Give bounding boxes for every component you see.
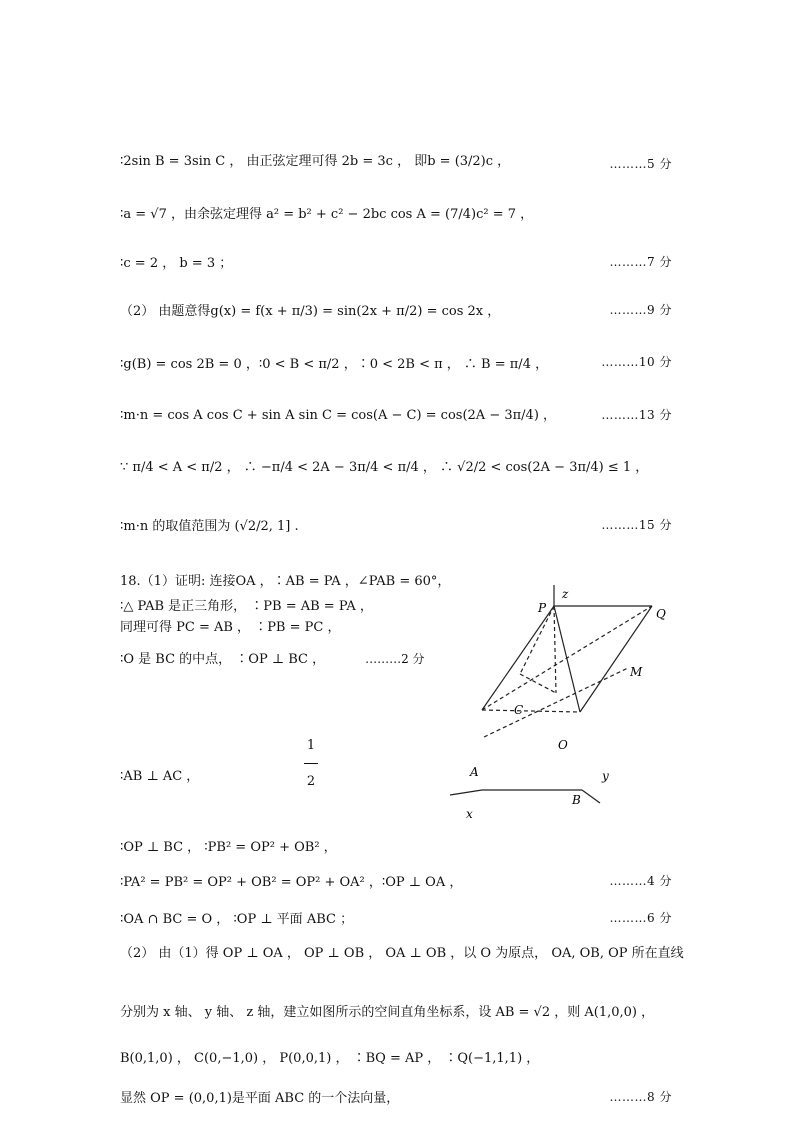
line-3: ∶c = 2 ， b = 3 ； bbox=[120, 256, 233, 271]
score-q18-12: ………8 分 bbox=[609, 1090, 672, 1104]
line-1: ∶2sin B = 3sin C ， 由正弦定理可得 2b = 3c ， 即b = (3/2)c ， bbox=[120, 154, 511, 169]
q18-line-2: ∶△ PAB 是正三角形， ∶PB = AB = PA ， bbox=[120, 599, 373, 614]
edge-CO-dash bbox=[482, 710, 580, 712]
score-1: ………5 分 bbox=[609, 157, 672, 171]
line-4: （2） 由题意得g(x) = f(x + π/3) = sin(2x + π/2) = cos 2x ， bbox=[120, 304, 501, 319]
edge-PC bbox=[482, 606, 554, 710]
edge-A-B-dash bbox=[520, 674, 556, 693]
q18-line-8: ∶OA ∩ BC = O ， ∶OP ⊥ 平面 ABC ； bbox=[120, 912, 354, 927]
fraction-den: 2 bbox=[306, 774, 316, 789]
q18-line-5: ∶AB ⊥ AC ， bbox=[120, 769, 200, 784]
edge-PA-dash bbox=[520, 606, 554, 674]
q18-line-9: （2） 由（1）得 OP ⊥ OA ， OP ⊥ OB ， OA ⊥ OB ，以 O 为原点， OA, OB, OP 所在直线 bbox=[120, 946, 684, 961]
label-B: B bbox=[572, 793, 581, 807]
fraction-num: 1 bbox=[306, 738, 316, 753]
edge-PO bbox=[554, 606, 580, 712]
axis-y-arrow bbox=[582, 790, 600, 803]
line-5: ∶g(B) = cos 2B = 0 ，∶0 < B < π/2 ，∶0 < 2B < π ， ∴ B = π/4 ， bbox=[120, 357, 549, 372]
score-4: ………9 分 bbox=[609, 303, 672, 317]
fraction-bar bbox=[304, 763, 318, 764]
label-C: C bbox=[514, 703, 524, 717]
q18-line-12: 显然 OP = (0,0,1)是平面 ABC 的一个法向量， bbox=[120, 1091, 400, 1106]
q18-line-7: ∶PA² = PB² = OP² + OB² = OP² + OA² ，∶OP ⊥ OA ， bbox=[120, 875, 463, 890]
edge-P-B-dash bbox=[554, 606, 556, 693]
label-Q: Q bbox=[656, 607, 666, 621]
label-z: z bbox=[562, 587, 569, 601]
label-x: x bbox=[466, 807, 473, 821]
label-y: y bbox=[602, 769, 609, 783]
q18-line-1: 18.（1）证明: 连接OA ，∶AB = PA ，∠PAB = 60°， bbox=[120, 574, 451, 589]
fraction-half bbox=[304, 738, 318, 789]
label-A: A bbox=[470, 765, 479, 779]
score-6: ………13 分 bbox=[601, 408, 672, 422]
q18-line-6: ∶OP ⊥ BC ， ∶PB² = OP² + OB² ， bbox=[120, 840, 337, 855]
score-5: ………10 分 bbox=[601, 355, 672, 369]
edge-M-line-dash bbox=[484, 668, 628, 737]
label-O: O bbox=[558, 738, 568, 752]
label-M: M bbox=[630, 665, 643, 679]
score-8: ………15 分 bbox=[601, 518, 672, 532]
score-q18-4: ………2 分 bbox=[365, 652, 425, 666]
score-q18-7: ………4 分 bbox=[609, 874, 672, 888]
label-P: P bbox=[538, 601, 547, 615]
line-6: ∶m·n = cos A cos C + sin A sin C = cos(A − C) = cos(2A − 3π/4) ， bbox=[120, 408, 557, 423]
q18-line-10: 分别为 x 轴、 y 轴、 z 轴，建立如图所示的空间直角坐标系，设 AB = √2 ，则 A(1,0,0) ， bbox=[120, 1005, 655, 1020]
line-8: ∶m·n 的取值范围为 (√2/2, 1] . bbox=[120, 519, 299, 534]
line-2: ∶a = √7 ，由余弦定理得 a² = b² + c² − 2bc cos A = (7/4)c² = 7 ， bbox=[120, 207, 534, 222]
q18-line-11: B(0,1,0) ， C(0,−1,0) ， P(0,0,1) ， ∶BQ = AP ， ∶Q(−1,1,1) ， bbox=[120, 1051, 540, 1066]
score-3: ………7 分 bbox=[609, 255, 672, 269]
q18-line-4: ∶O 是 BC 的中点， ∶OP ⊥ BC ， ………2 分 bbox=[120, 652, 425, 667]
edge-QO bbox=[580, 606, 652, 712]
q18-line-3: 同理可得 PC = AB ， ∶PB = PC ， bbox=[120, 620, 341, 635]
edge-CQ-dash bbox=[482, 606, 652, 710]
axis-x-arrow bbox=[450, 790, 482, 795]
line-7: ∵ π/4 < A < π/2 ， ∴ −π/4 < 2A − 3π/4 < π/4 ， ∴ √2/2 < cos(2A − 3π/4) ≤ 1 ， bbox=[120, 460, 649, 475]
score-q18-8: ………6 分 bbox=[609, 911, 672, 925]
